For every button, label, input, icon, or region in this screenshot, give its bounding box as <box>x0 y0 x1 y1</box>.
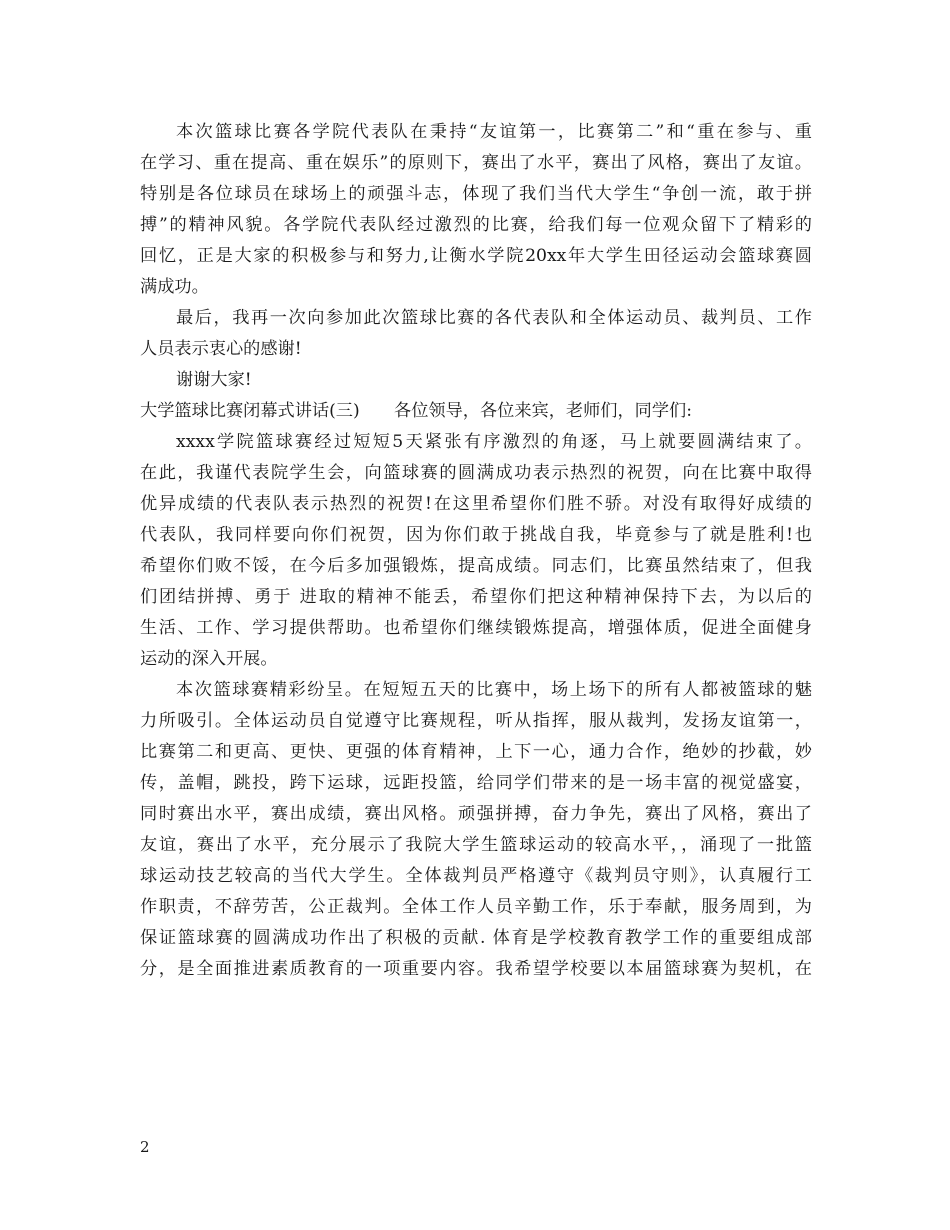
text-line: 满成功。 <box>140 277 209 297</box>
text-line: 力所吸引。全体运动员自觉遵守比赛规程，听从指挥，服从裁判，发扬友谊第一， <box>140 711 812 731</box>
text-line: 在学习、重在提高、重在娱乐”的原则下，赛出了水平，赛出了风格，赛出了友谊。 <box>140 153 812 173</box>
text-line: 在此，我谨代表院学生会，向篮球赛的圆满成功表示热烈的祝贺，向在比赛中取得 <box>140 463 812 483</box>
text-line: 传，盖帽，跳投，跨下运球，远距投篮，给同学们带来的是一场丰富的视觉盛宴， <box>140 773 812 793</box>
text-line: 谢谢大家! <box>176 370 252 390</box>
text-line: 生活、工作、学习提供帮助。也希望你们继续锻炼提高，增强体质，促进全面健身 <box>140 618 812 638</box>
text-line: 优异成绩的代表队表示热烈的祝贺!在这里希望你们胜不骄。对没有取得好成绩的 <box>140 494 812 514</box>
text-line: 本次篮球赛精彩纷呈。在短短五天的比赛中，场上场下的所有人都被篮球的魅 <box>176 680 812 700</box>
text-line: 球运动技艺较高的当代大学生。全体裁判员严格遵守《裁判员守则》，认真履行工 <box>140 866 812 886</box>
text-line: 同时赛出水平，赛出成绩，赛出风格。顽强拼搏，奋力争先，赛出了风格，赛出了 <box>140 804 812 824</box>
text-line: 保证篮球赛的圆满成功作出了积极的贡献. 体育是学校教育教学工作的重要组成部 <box>140 928 812 948</box>
page-number: 2 <box>140 1138 150 1156</box>
text-line: 人员表示衷心的感谢! <box>140 339 302 359</box>
text-line: 回忆，正是大家的积极参与和努力,让衡水学院20xx年大学生田径运动会篮球赛圆 <box>140 246 812 266</box>
text-line: 代表队，我同样要向你们祝贺，因为你们敢于挑战自我，毕竟参与了就是胜利!也 <box>140 525 812 545</box>
text-line: 搏”的精神风貌。各学院代表队经过激烈的比赛，给我们每一位观众留下了精彩的 <box>140 215 812 235</box>
text-line: 特别是各位球员在球场上的顽强斗志，体现了我们当代大学生“争创一流，敢于拼 <box>140 184 812 204</box>
text-line: 最后，我再一次向参加此次篮球比赛的各代表队和全体运动员、裁判员、工作 <box>176 308 812 328</box>
text-line: 希望你们败不馁，在今后多加强锻炼，提高成绩。同志们，比赛虽然结束了，但我 <box>140 556 812 576</box>
text-line: 大学篮球比赛闭幕式讲话(三) 各位领导，各位来宾，老师们，同学们: <box>140 401 693 421</box>
text-line: 比赛第二和更高、更快、更强的体育精神，上下一心，通力合作，绝妙的抄截，妙 <box>140 742 812 762</box>
text-line: 分，是全面推进素质教育的一项重要内容。我希望学校要以本届篮球赛为契机，在 <box>140 959 812 979</box>
text-line: 本次篮球比赛各学院代表队在秉持“友谊第一，比赛第二”和“重在参与、重 <box>176 122 812 142</box>
text-line: 友谊，赛出了水平，充分展示了我院大学生篮球运动的较高水平，，涌现了一批篮 <box>140 835 812 855</box>
text-line: xxxx学院篮球赛经过短短5天紧张有序激烈的角逐，马上就要圆满结束了。 <box>176 432 812 452</box>
text-line: 运动的深入开展。 <box>140 649 278 669</box>
text-line: 们团结拼搏、勇于 进取的精神不能丢，希望你们把这种精神保持下去，为以后的 <box>140 587 812 607</box>
body-text <box>140 117 812 985</box>
text-line: 作职责，不辞劳苦，公正裁判。全体工作人员辛勤工作，乐于奉献，服务周到，为 <box>140 897 812 917</box>
